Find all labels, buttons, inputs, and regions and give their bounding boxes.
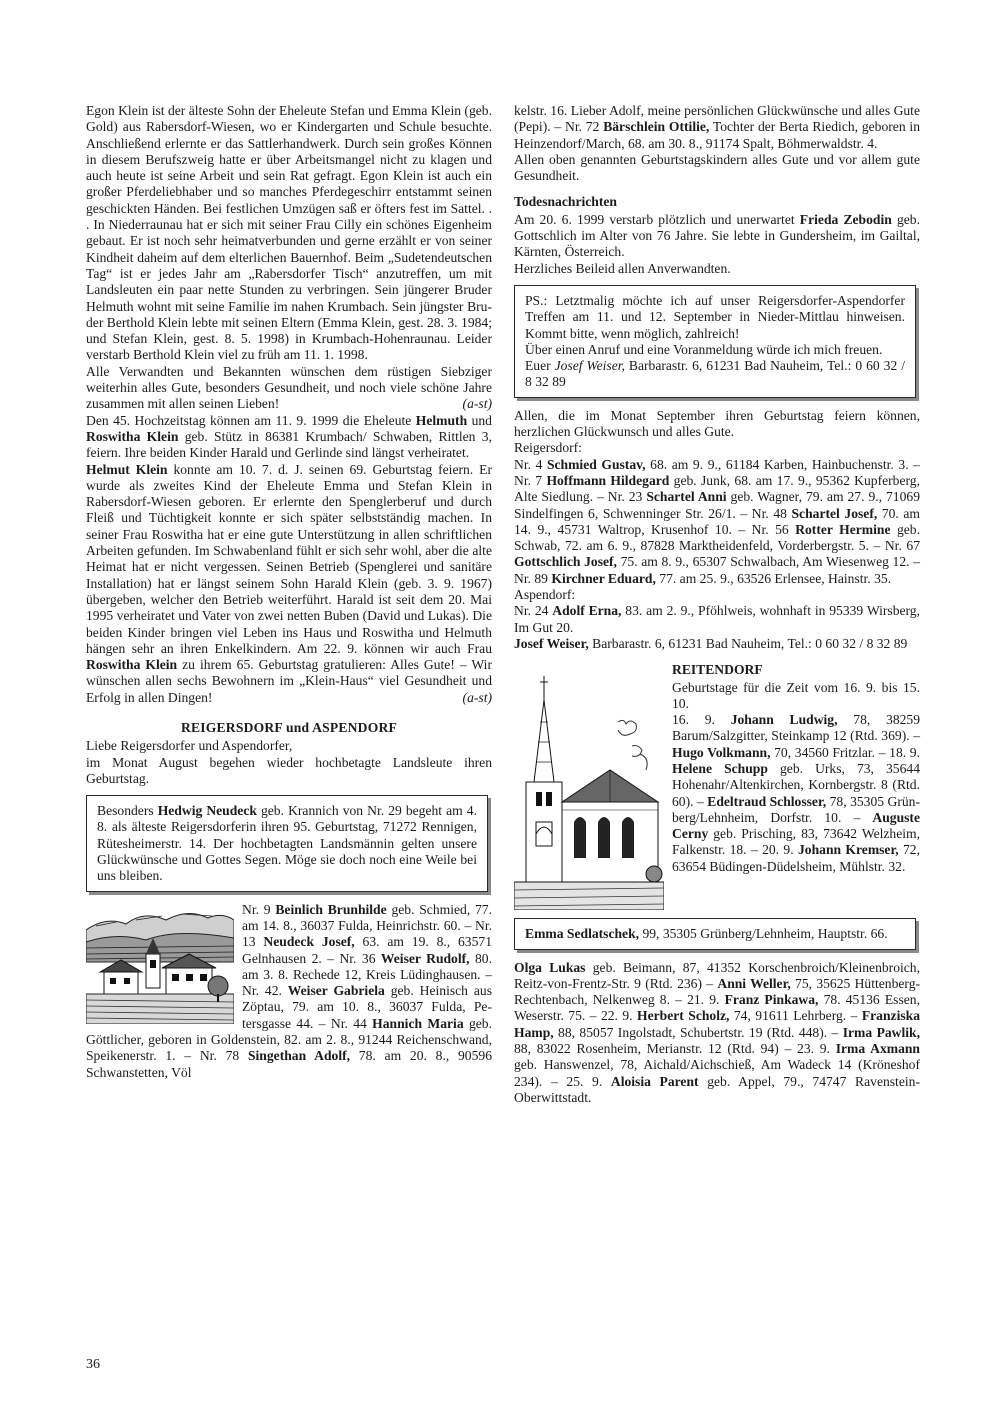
list-text: 16. 9. bbox=[672, 712, 731, 728]
person-name: Olga Lukas bbox=[514, 959, 586, 975]
ps-text: Barbarastr. 6, 61231 Bad Nauheim, Tel.: 0 60 32 / 8 32 89 bbox=[525, 358, 906, 390]
person-name: Herbert Scholz, bbox=[637, 1008, 730, 1024]
list-text: 80. am 3. 8. Rechede 12, Kreis Lüdinghausen. – Nr. 42. bbox=[242, 950, 492, 999]
list-text: geb. Schmied, 77. am 14. 8., 36037 Fulda, Heinrichstr. 60. – Nr. 13 bbox=[242, 901, 492, 950]
september-intro: Allen, die im Monat September ihren Geburtstag feiern können, herzlichen Glückwunsch und alles Gute. bbox=[514, 407, 920, 440]
list-text: geb. Appel, 79., 74747 Ravenstein-Oberwittstadt. bbox=[514, 1073, 920, 1105]
section-heading-reigersdorf: REIGERSDORF und ASPENDORF bbox=[180, 719, 397, 735]
person-name: Adolf Erna, bbox=[552, 603, 622, 619]
box-text: geb. Krannich von Nr. 29 begeht am 4. 8. als älteste Reigersdorferin ihren 95. Geburtstag, 71272 Rennigen, Rütesheimerstr. 14. Der hochbetagten Landsmännin gelten unsere Glückwünsche und Gottes Segen. Möge sie doch noch eine Weile bei uns bleiben. bbox=[97, 803, 478, 884]
death-text: geb. Gottschlich im Alter von 76 Jahre. Sie lebte in Gundersheim, im Gailtal, Kärnten, Österreich. bbox=[514, 211, 920, 260]
person-name: Roswitha Klein bbox=[86, 657, 178, 673]
church-illustration bbox=[514, 662, 664, 910]
person-name: Helmut Klein bbox=[86, 461, 168, 477]
wishes-paragraph bbox=[86, 364, 492, 413]
ps-text: PS.: Letztmalig möchte ich auf unser Reigersdorfer-Aspendorfer Treffen am 11. und 12. September in Nieder-Mittlau hinweisen. Kommt bitte, wenn möglich, zahlreich! bbox=[525, 292, 905, 341]
helmut-text: konnte am 10. 7. d. J. seinen 69. Geburtstag feiern. Er wurde als zweites Kind der Eheleute Emma und Stefan Klein in Rabersdorf-Wiesen geboren. Er erlernte den Spenglerberuf und durch Fleiß und Tüchtigkeit konnte er sich später selbstständig machen. In seiner Frau Roswitha hat er eine gute Unterstützung in allen schriftlichen Arbeiten gefunden. Im Schwabenland fühlt er sich sehr wohl, aber die alte Heimat hat er nicht vergessen. Seinen Betrieb (Spenglerei und sanitäre Installation) hat er längst seinem Sohn Harald Klein (geb. 3. 9. 1967) übergeben, welcher den Betrieb weiterführt. Harald ist seit dem 20. Mai 1995 verheiratet und Vater von zwei netten Buben (David und Lukas). Die beiden Kinder bringen viel Leben ins Haus und Roswitha und Helmuth hängen sehr an ihren Enkelkindern. Am 22. 9. können wir auch Frau bbox=[86, 461, 492, 656]
wedding-text: geb. Stütz in 86381 Krumbach/ Schwaben, Rittlen 3, feiern. Ihre beiden Kinder Harald und Gerlinde sind längst verheiratet. bbox=[86, 428, 492, 461]
death-notice-paragraph bbox=[514, 212, 920, 261]
reigersdorf-label: Reigersdorf: bbox=[514, 440, 582, 456]
list-text: 74, 91611 Lehrberg. – bbox=[729, 1008, 862, 1024]
person-name: Schartel Anni bbox=[646, 489, 727, 505]
condolence-line: Herzliches Beileid allen Anverwandten. bbox=[514, 260, 731, 276]
box-text: Besonders bbox=[97, 803, 158, 819]
highlight-box-neudeck bbox=[86, 795, 488, 891]
signature-text: Barbarastr. 6, 61231 Bad Nauheim, Tel.: 0 60 32 / 8 32 89 bbox=[588, 635, 908, 651]
aspendorf-label: Aspendorf: bbox=[514, 587, 576, 603]
birthday-list-late-september bbox=[514, 960, 920, 1107]
list-text: geb. Prisching, 83, 73642 Welzheim, Falkenstr. 18. – 20. 9. bbox=[672, 826, 920, 858]
list-text: 88, 85057 Ingolstadt, Schubertstr. 19 (Rtd. 448). – bbox=[553, 1024, 843, 1040]
signature-name: Josef Weiser, bbox=[514, 635, 589, 651]
person-name: Beinlich Brunhilde bbox=[275, 901, 387, 917]
list-text: 75. am 8. 9., 65307 Schwalbach, Am Wiesenweg 12. – Nr. 89 bbox=[514, 554, 920, 586]
person-name: Schartel Josef, bbox=[791, 505, 878, 521]
continued-list-paragraph bbox=[514, 103, 920, 152]
greeting-line: Liebe Reigersdorfer und Aspendorfer, bbox=[86, 738, 293, 754]
person-name: Irma Axmann bbox=[835, 1040, 920, 1056]
person-name: Neudeck Josef, bbox=[263, 934, 355, 950]
person-name: Johann Kremser, bbox=[798, 842, 899, 858]
wedding-name: Helmuth bbox=[415, 412, 468, 428]
person-name: Weiser Rudolf, bbox=[380, 950, 470, 966]
list-text: 78. am 20. 8., 90596 Schwanstetten, Völ bbox=[86, 1048, 492, 1080]
ps-text: Über einen Anruf und eine Voranmeldung würde ich mich freuen. bbox=[525, 341, 883, 357]
person-name: Johann Ludwig, bbox=[730, 712, 838, 728]
person-name: Hoffmann Hildegard bbox=[546, 472, 670, 488]
list-text: 78. 45136 Essen, Weserstr. 75. – 22. 9. bbox=[514, 992, 920, 1024]
person-name: Aloisia Parent bbox=[610, 1073, 699, 1089]
person-name: Franz Pinkawa, bbox=[724, 992, 819, 1008]
aspendorf-list bbox=[514, 603, 920, 636]
wedding-text: Den 45. Hochzeitstag können am 11. 9. 1999 die Eheleute bbox=[86, 412, 416, 428]
reitendorf-heading: REITENDORF bbox=[672, 662, 763, 678]
person-name: Auguste Cerny bbox=[672, 809, 920, 842]
list-text: geb. Schwab, 72. am 6. 9., 87828 Marktheidenfeld, Vorderbergstr. 5. – Nr. 67 bbox=[514, 521, 920, 554]
list-text: geb. Heinisch aus Zöptau, 79. am 10. 8., 36037 Fulda, Petersgasse 44. – Nr. 44 bbox=[242, 983, 493, 1031]
list-text: geb. Göttlicher, geboren in Goldenstein, 82. am 2. 8., 91244 Reichenschwand, Speikenerstr. 1. – Nr. 78 bbox=[86, 1015, 492, 1064]
reitendorf-section bbox=[514, 662, 920, 875]
list-text: 70. am 14. 9., 45731 Waltrop, Krusenhof 10. – Nr. 56 bbox=[514, 505, 920, 537]
aspendorf-signature bbox=[514, 636, 920, 652]
intro-paragraph: im Monat August begehen wieder hochbetagte Landsleute ihren Geburtstag. bbox=[86, 754, 492, 786]
person-name: Hedwig Neudeck bbox=[157, 803, 257, 819]
person-name: Rotter Hermine bbox=[795, 521, 891, 537]
left-column bbox=[86, 103, 492, 1081]
list-text: 63. am 19. 8., 63571 Gelnhausen 2. – Nr. 36 bbox=[242, 934, 492, 966]
person-name: Schmied Gustav, bbox=[546, 456, 646, 472]
box-text: 99, 35305 Grünberg/Lehnheim, Hauptstr. 66. bbox=[639, 926, 888, 942]
list-text: 78, 38259 Barum/Salzgitter, Steinkamp 12 (Rtd. 369). – bbox=[672, 712, 921, 744]
person-name: Kirchner Eduard, bbox=[551, 570, 656, 586]
list-text: geb. Junk, 68. am 17. 9., 95362 Kupferberg, Alte Siedlung. – Nr. 23 bbox=[514, 472, 920, 505]
person-name: Gottschlich Josef, bbox=[514, 554, 617, 570]
list-text: Tochter der Berta Riedich, geboren in Heinzendorf/March, 68. am 30. 8., 91174 Spalt, Böhmerwaldstr. 4. bbox=[514, 119, 920, 151]
list-text: geb. Wagner, 79. am 27. 9., 71069 Sindelfingen 6, Schwenninger Str. 26/1. – Nr. 48 bbox=[514, 489, 920, 521]
helmut-text: zu ihrem 65. Geburtstag gratulieren: Alles Gute! – Wir wünschen allen sechs Bewohnern im „Klein-Haus“ viel Gesundheit und Erfolg in allen Dingen! bbox=[86, 657, 492, 705]
person-name: Hugo Volkmann, bbox=[672, 744, 771, 760]
list-text: geb. Urks, 73, 35644 Hohenahr/Altenkirchen, Kornbergstr. 8 (Rtd. 60). – bbox=[672, 760, 920, 809]
list-text: 68. am 9. 9., 61184 Karben, Hainbuchenstr. 3. – Nr. 7 bbox=[514, 456, 920, 488]
person-name: Anni Weller, bbox=[717, 975, 791, 991]
death-notices-heading: Todesnachrichten bbox=[514, 194, 617, 210]
list-text: 72, 63654 Büdingen-Düdelsheim, Mühlstr. 32. bbox=[672, 842, 921, 874]
list-text: 83. am 2. 9., Pföhlweis, wohnhaft in 95339 Wirsberg, Im Gut 20. bbox=[514, 603, 921, 635]
person-name: Hannich Maria bbox=[372, 1015, 464, 1031]
person-name: Bärschlein Ottilie, bbox=[603, 119, 710, 135]
list-text: 78, 35305 Grünberg/Lehnheim, Dorfstr. 10. – bbox=[672, 793, 920, 825]
person-name: Weiser Gabriela bbox=[287, 983, 385, 999]
list-text: 77. am 25. 9., 63526 Erlensee, Hainstr. 35. bbox=[655, 570, 892, 586]
list-text: 70, 34560 Fritzlar. – 18. 9. bbox=[770, 744, 920, 760]
signature-name: Josef Weiser, bbox=[554, 358, 625, 374]
ps-box bbox=[514, 285, 916, 398]
page-number: 36 bbox=[86, 1357, 100, 1372]
birthday-list-with-illustration bbox=[86, 902, 492, 1081]
ps-text: Euer bbox=[525, 358, 555, 374]
egon-klein-paragraph: Egon Klein ist der älteste Sohn der Eheleute Stefan und Emma Klein (geb. Gold) aus Rabersdorf-Wiesen, wo er Kindergarten und Schule besuchte. Anschließend erlernte er das Sattlerhandwerk. Durch sein großes Können in diesem Berufszweig hatte er über Arbeitsmangel nicht zu klagen und auch heute ist seine Arbeit und sein Rat gefragt. Egon Klein ist auch ein großer Pferdeliebhaber und so manches Pferdegeschirr entstammt seinen geschickten Händen. Bei festlichen Umzügen saß er öfters fest im Sattel. . . In Niederraunau hat er sich mit seiner Frau Cilly ein schönes Eigenheim gebaut. Er ist noch sehr heimatverbunden und gerne erzählt er von seiner Kindheit daheim auf dem elterlichen Bauernhof. Beim „Sudetendeutschen Tag“ ist er jedes Jahr am „Rabersdorfer Tisch“ anzutreffen, um mit Landsleuten ein paar nette Stunden zu verbringen. Sein jüngerer Bruder Helmuth wohnt mit seine Familie im nahen Krumbach. Sein jüngster Bruder Berthold Klein lebte mit seinen Eltern (Emma Klein, gest. 28. 3. 1984; und Stefan Klein, gest. 8. 5. 1998) in Krumbach-Hohenraunau. Leider verstarb Berthold Klein viel zu früh am 11. 1. 1998. bbox=[86, 103, 492, 363]
list-text: geb. Hanswenzel, 78, Aichald/Aichschieß, Am Wadeck 14 (Kröneshof 234). – 25. 9. bbox=[514, 1057, 920, 1089]
person-name: Singethan Adolf, bbox=[247, 1048, 351, 1064]
ps-signature bbox=[525, 358, 905, 391]
list-text: kelstr. 16. Lieber Adolf, meine persönlichen Glückwünsche und alles Gute (Pepi). – Nr. 72 bbox=[514, 103, 920, 135]
person-name: Irma Pawlik, bbox=[842, 1024, 920, 1040]
highlight-box-sedlatschek bbox=[514, 918, 916, 949]
list-text: 75, 35625 Hüttenberg-Rechtenbach, Nelkenweg 8. – 21. 9. bbox=[514, 975, 921, 1008]
reigersdorf-list bbox=[514, 457, 920, 587]
list-text: Nr. 4 bbox=[514, 456, 547, 472]
person-name: Emma Sedlatschek, bbox=[525, 926, 640, 942]
person-name: Helene Schupp bbox=[672, 760, 768, 776]
list-text: geb. Beimann, 87, 41352 Korschenbroich/Kleinenbroich, Reitz-von-Frentz-Str. 9 (Rtd. 236) – bbox=[514, 959, 920, 991]
reitendorf-intro: Geburtstage für die Zeit vom 16. 9. bis 15. 10. bbox=[672, 679, 920, 711]
death-text: Am 20. 6. 1999 verstarb plötzlich und unerwartet bbox=[514, 211, 800, 227]
wishes-text: Alle Verwandten und Bekannten wünschen dem rüstigen Siebziger weiterhin alles Gute, besonders Gesundheit, und noch viele schöne Jahre zusammen mit allen seinen Lieben! bbox=[86, 363, 492, 412]
author-signature: (a-st) bbox=[462, 689, 492, 705]
list-text: Nr. 9 bbox=[242, 901, 276, 917]
wedding-text: und bbox=[467, 412, 492, 428]
person-name: Franziska Hamp, bbox=[514, 1008, 920, 1040]
village-illustration bbox=[86, 902, 234, 1024]
helmut-klein-paragraph bbox=[86, 462, 492, 706]
person-name: Edeltraud Schlosser, bbox=[707, 793, 827, 809]
wedding-name: Roswitha Klein bbox=[86, 428, 179, 444]
right-column bbox=[514, 103, 920, 1106]
person-name: Frieda Zebodin bbox=[799, 211, 892, 227]
list-text: Nr. 24 bbox=[514, 603, 553, 619]
list-text: 88, 83022 Rosenheim, Merianstr. 12 (Rtd. 94) – 23. 9. bbox=[514, 1040, 836, 1056]
closing-wish: Allen oben genannten Geburtstagskindern alles Gute und vor allem gute Gesundheit. bbox=[514, 151, 920, 184]
author-signature: (a-st) bbox=[462, 396, 492, 412]
wedding-anniversary-paragraph bbox=[86, 413, 492, 462]
